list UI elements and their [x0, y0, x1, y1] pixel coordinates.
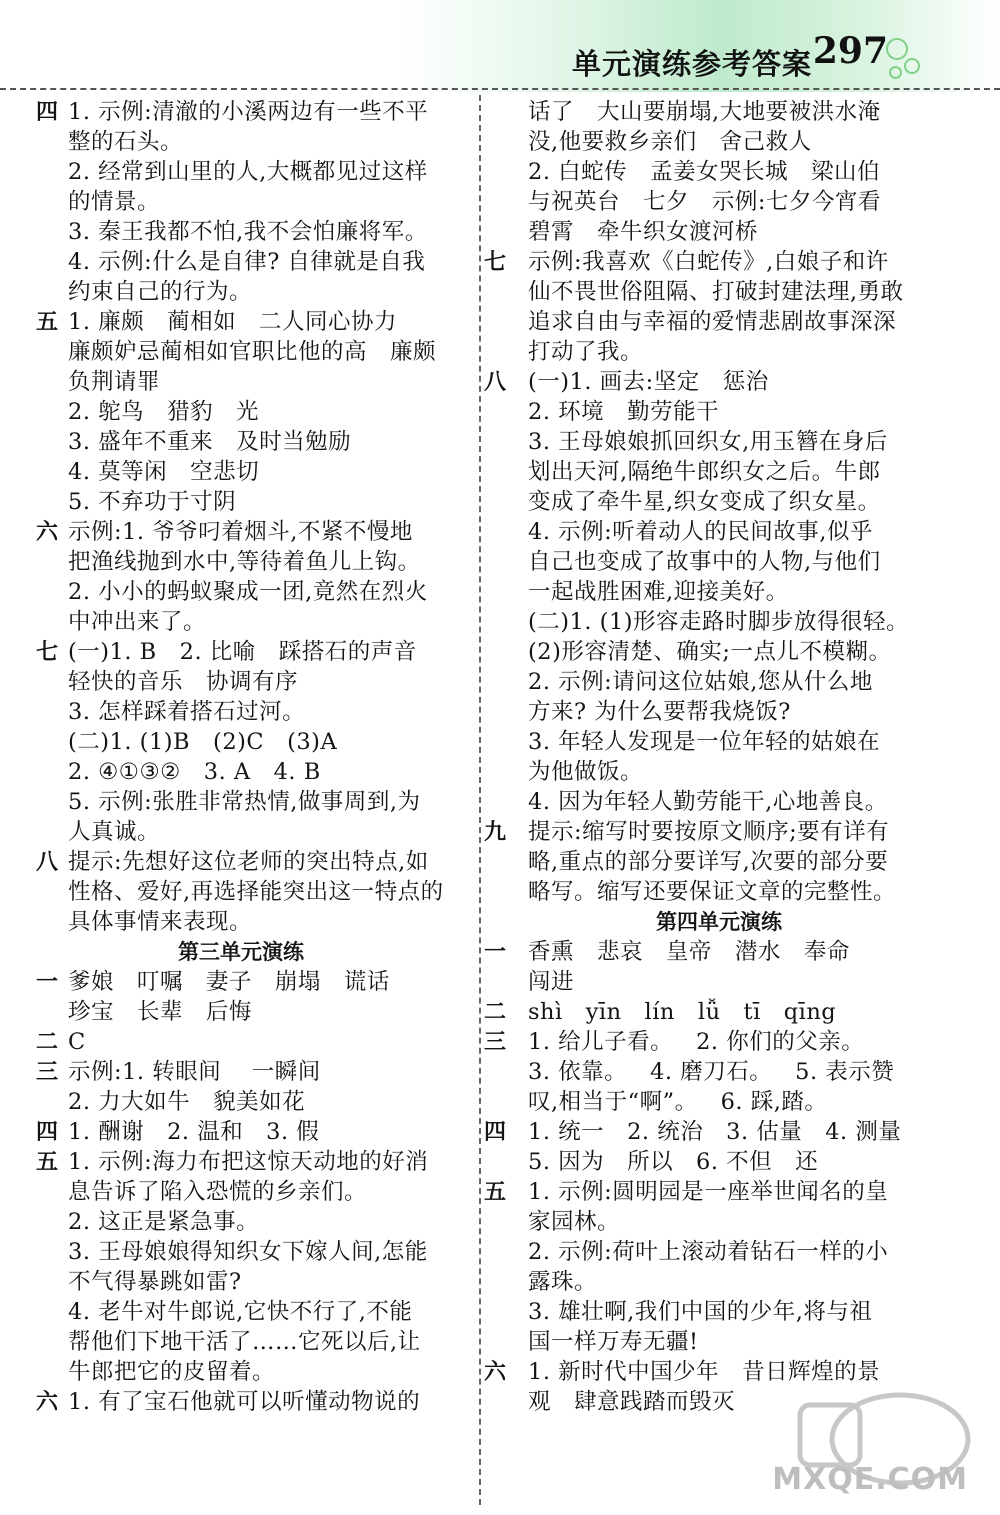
- question-number: 一: [484, 939, 507, 965]
- answer-body: [528, 367, 954, 817]
- answer-line: 观 肆意践踏而毁灭: [528, 1389, 735, 1415]
- answer-line: 3. 王母娘娘得知织女下嫁人间,怎能: [68, 1239, 428, 1265]
- answer-line: 负荆请罪: [68, 369, 161, 395]
- answer-body: [68, 1147, 472, 1387]
- answer-line: 帮他们下地干活了……它死以后,让: [68, 1329, 421, 1355]
- answer-body: [528, 817, 954, 907]
- answer-line: 3. 盛年不重来 及时当勉励: [68, 429, 352, 455]
- decor-bubble-icon: [886, 38, 908, 60]
- column-divider: [479, 95, 481, 1505]
- answer-body: [68, 517, 472, 637]
- answer-line: 1. 示例:圆明园是一座举世闻名的皇: [528, 1179, 889, 1205]
- watermark-logo: [760, 1377, 980, 1507]
- answer-body: [528, 247, 954, 367]
- answer-line: 2. 环境 勤劳能干: [528, 399, 720, 425]
- answer-line: 没,他要救乡亲们 舍己救人: [528, 129, 812, 155]
- answer-line: 2. 经常到山里的人,大概都见过这样: [68, 159, 428, 185]
- answer-line: (一)1. 画去:坚定 惩治: [528, 369, 769, 395]
- answer-line: 闯进: [528, 969, 575, 995]
- answer-line: 的情景。: [68, 189, 161, 215]
- answer-body: [528, 997, 954, 1027]
- answer-line: 打动了我。: [528, 339, 644, 365]
- answer-line: 家园林。: [528, 1209, 621, 1235]
- answer-line: 中冲出来了。: [68, 609, 207, 635]
- answer-line: 仙不畏世俗阻隔、打破封建法理,勇敢: [528, 279, 904, 305]
- answer-line: 2. 示例:荷叶上滚动着钻石一样的小: [528, 1239, 889, 1265]
- answer-line: 2. 鸵鸟 猎豹 光: [68, 399, 260, 425]
- answer-section: [484, 247, 954, 367]
- answer-line: 划出天河,隔绝牛郎织女之后。牛郎: [528, 459, 881, 485]
- answer-line: 2. 这正是紧急事。: [68, 1209, 260, 1235]
- answer-line: 1. 给儿子看。 2. 你们的父亲。: [528, 1029, 865, 1055]
- answer-section: [10, 1387, 472, 1417]
- answer-section: [10, 967, 472, 1027]
- question-number: 三: [484, 1029, 507, 1055]
- watermark-text: MXQE.COM: [772, 1462, 968, 1497]
- answer-line: 约束自己的行为。: [68, 279, 253, 305]
- answer-line: 话了 大山要崩塌,大地要被洪水淹: [528, 99, 881, 125]
- answer-line: 变成了牵牛星,织女变成了织女星。: [528, 489, 881, 515]
- answer-section: [484, 367, 954, 817]
- answer-line: 与祝英台 七夕 示例:七夕今宵看: [528, 189, 881, 215]
- answer-line: 牛郎把它的皮留着。: [68, 1359, 276, 1385]
- answer-body: [528, 1177, 954, 1357]
- answer-line: 廉颇妒忌蔺相如官职比他的高 廉颇: [68, 339, 436, 365]
- answer-line: 方来? 为什么要帮我烧饭?: [528, 699, 791, 725]
- question-number: 八: [36, 849, 59, 875]
- question-number: 二: [36, 1029, 59, 1055]
- answer-line: 追求自由与幸福的爱情悲剧故事深深: [528, 309, 897, 335]
- answer-line: C: [68, 1029, 86, 1055]
- question-number: 四: [484, 1119, 507, 1145]
- question-number: 五: [36, 309, 59, 335]
- answer-line: 整的石头。: [68, 129, 184, 155]
- answer-line: 轻快的音乐 协调有序: [68, 669, 298, 695]
- answer-section: [10, 1057, 472, 1117]
- left-column: [10, 97, 472, 1417]
- answer-section: [484, 1117, 954, 1177]
- answer-section: [484, 817, 954, 907]
- answer-line: 爹娘 叮嘱 妻子 崩塌 谎话: [68, 969, 390, 995]
- answer-section: [10, 307, 472, 517]
- answer-line: 1. 示例:海力布把这惊天动地的好消: [68, 1149, 429, 1175]
- answer-line: 为他做饭。: [528, 759, 644, 785]
- answer-line: 4. 老牛对牛郎说,它快不行了,不能: [68, 1299, 413, 1325]
- answer-line: 国一样万寿无疆!: [528, 1329, 699, 1355]
- answer-line: 5. 因为 所以 6. 不但 还: [528, 1149, 819, 1175]
- answer-line: 略写。缩写还要保证文章的完整性。: [528, 879, 897, 905]
- answer-line: 5. 示例:张胜非常热情,做事周到,为: [68, 789, 421, 815]
- section-heading: 第四单元演练: [656, 910, 782, 934]
- answer-section: [10, 517, 472, 637]
- answer-line: 3. 年轻人发现是一位年轻的姑娘在: [528, 729, 881, 755]
- answer-body: [68, 97, 472, 307]
- answer-line: 1. 有了宝石他就可以听懂动物说的: [68, 1389, 421, 1415]
- answer-section: [10, 97, 472, 307]
- answer-line: 4. 莫等闲 空悲切: [68, 459, 260, 485]
- answer-line: 示例:1. 转眼间 一瞬间: [68, 1059, 321, 1085]
- answer-line: 人真诚。: [68, 819, 161, 845]
- question-number: 七: [484, 249, 507, 275]
- answer-line: 2. 小小的蚂蚁聚成一团,竟然在烈火: [68, 579, 428, 605]
- answer-line: 1. 廉颇 蔺相如 二人同心协力: [68, 309, 398, 335]
- answer-line: 1. 统一 2. 统治 3. 估量 4. 测量: [528, 1119, 902, 1145]
- answer-line: 2. 力大如牛 貌美如花: [68, 1089, 306, 1115]
- answer-body: [528, 1117, 954, 1177]
- answer-line: shì yīn lín lǚ tī qīng: [528, 999, 837, 1025]
- answer-body: [68, 637, 472, 847]
- page-header-title: 单元演练参考答案: [571, 47, 812, 81]
- answer-line: 示例:1. 爷爷叼着烟斗,不紧不慢地: [68, 519, 413, 545]
- answer-line: 提示:先想好这位老师的突出特点,如: [68, 849, 429, 875]
- answer-line: 3. 王母娘娘抓回织女,用玉簪在身后: [528, 429, 888, 455]
- answer-body: [68, 1387, 472, 1417]
- answer-line: 2. 示例:请问这位姑娘,您从什么地: [528, 669, 873, 695]
- question-number: 九: [484, 819, 507, 845]
- answer-section: [10, 1027, 472, 1057]
- answer-line: 珍宝 长辈 后悔: [68, 999, 252, 1025]
- answer-line: 把渔线抛到水中,等待着鱼儿上钩。: [68, 549, 421, 575]
- question-number: 八: [484, 369, 507, 395]
- answer-section: [484, 937, 954, 997]
- answer-line: 自己也变成了故事中的人物,与他们: [528, 549, 881, 575]
- answer-line: 4. 示例:什么是自律? 自律就是自我: [68, 249, 426, 275]
- question-number: 二: [484, 999, 507, 1025]
- answer-section: [484, 1177, 954, 1357]
- answer-body: [68, 307, 472, 517]
- answer-line: 4. 示例:听着动人的民间故事,似乎: [528, 519, 873, 545]
- section-heading: 第三单元演练: [178, 940, 304, 964]
- answer-section: [10, 637, 472, 847]
- answer-line: (二)1. (1)形容走路时脚步放得很轻。: [528, 609, 910, 635]
- answer-line: 1. 示例:清澈的小溪两边有一些不平: [68, 99, 429, 125]
- answer-line: 不气得暴跳如雷?: [68, 1269, 242, 1295]
- answer-line: 香熏 悲哀 皇帝 潜水 奉命: [528, 939, 850, 965]
- answer-line: 5. 不弃功于寸阴: [68, 489, 237, 515]
- answer-line: 3. 秦王我都不怕,我不会怕廉将军。: [68, 219, 428, 245]
- answer-body: [528, 97, 954, 247]
- answer-line: 碧霄 牵牛织女渡河桥: [528, 219, 758, 245]
- answer-line: 性格、爱好,再选择能突出这一特点的: [68, 879, 444, 905]
- question-number: 六: [36, 1389, 59, 1415]
- question-number: 四: [36, 1119, 59, 1145]
- question-number: 六: [484, 1359, 507, 1385]
- answer-body: [68, 847, 472, 937]
- answer-line: 露珠。: [528, 1269, 598, 1295]
- decor-bubble-icon: [889, 66, 902, 79]
- answer-section: [484, 97, 954, 247]
- page-number: 297: [812, 30, 888, 72]
- answer-line: (2)形容清楚、确实;一点儿不模糊。: [528, 639, 892, 665]
- answer-body: [68, 1027, 472, 1057]
- answer-line: 4. 因为年轻人勤劳能干,心地善良。: [528, 789, 888, 815]
- answer-body: [528, 937, 954, 997]
- answer-line: 息告诉了陷入恐慌的乡亲们。: [68, 1179, 368, 1205]
- answer-line: 示例:我喜欢《白蛇传》,白娘子和许: [528, 249, 889, 275]
- question-number: 七: [36, 639, 59, 665]
- answer-body: [68, 967, 472, 1027]
- answer-line: 1. 新时代中国少年 昔日辉煌的景: [528, 1359, 881, 1385]
- answer-line: 3. 雄壮啊,我们中国的少年,将与祖: [528, 1299, 873, 1325]
- answer-line: 一起战胜困难,迎接美好。: [528, 579, 789, 605]
- answer-line: 叹,相当于“啊”。 6. 踩,踏。: [528, 1089, 828, 1115]
- answer-body: [68, 1117, 472, 1147]
- answer-line: 2. ④①③② 3. A 4. B: [68, 759, 321, 785]
- question-number: 三: [36, 1059, 59, 1085]
- answer-line: 1. 酬谢 2. 温和 3. 假: [68, 1119, 320, 1145]
- answer-line: (二)1. (1)B (2)C (3)A: [68, 729, 338, 755]
- answer-line: 略,重点的部分要详写,次要的部分要: [528, 849, 889, 875]
- answer-line: 提示:缩写时要按原文顺序;要有详有: [528, 819, 890, 845]
- answer-section: [484, 1027, 954, 1117]
- question-number: 六: [36, 519, 59, 545]
- answer-section: [10, 847, 472, 937]
- question-number: 五: [36, 1149, 59, 1175]
- question-number: 四: [36, 99, 59, 125]
- answer-line: 3. 依靠。 4. 磨刀石。 5. 表示赞: [528, 1059, 895, 1085]
- question-number: 五: [484, 1179, 507, 1205]
- answer-body: [528, 1027, 954, 1117]
- header-divider: [0, 88, 1000, 90]
- answer-body: [68, 1057, 472, 1117]
- answer-section: [484, 997, 954, 1027]
- answer-section: [10, 1117, 472, 1147]
- answer-line: 具体事情来表现。: [68, 909, 253, 935]
- answer-line: 3. 怎样踩着搭石过河。: [68, 699, 306, 725]
- question-number: 一: [36, 969, 59, 995]
- answer-line: (一)1. B 2. 比喻 踩搭石的声音: [68, 639, 417, 665]
- decor-bubble-icon: [904, 58, 920, 74]
- answer-section: [10, 1147, 472, 1387]
- answer-line: 2. 白蛇传 孟姜女哭长城 梁山伯: [528, 159, 881, 185]
- right-column: [484, 97, 954, 1417]
